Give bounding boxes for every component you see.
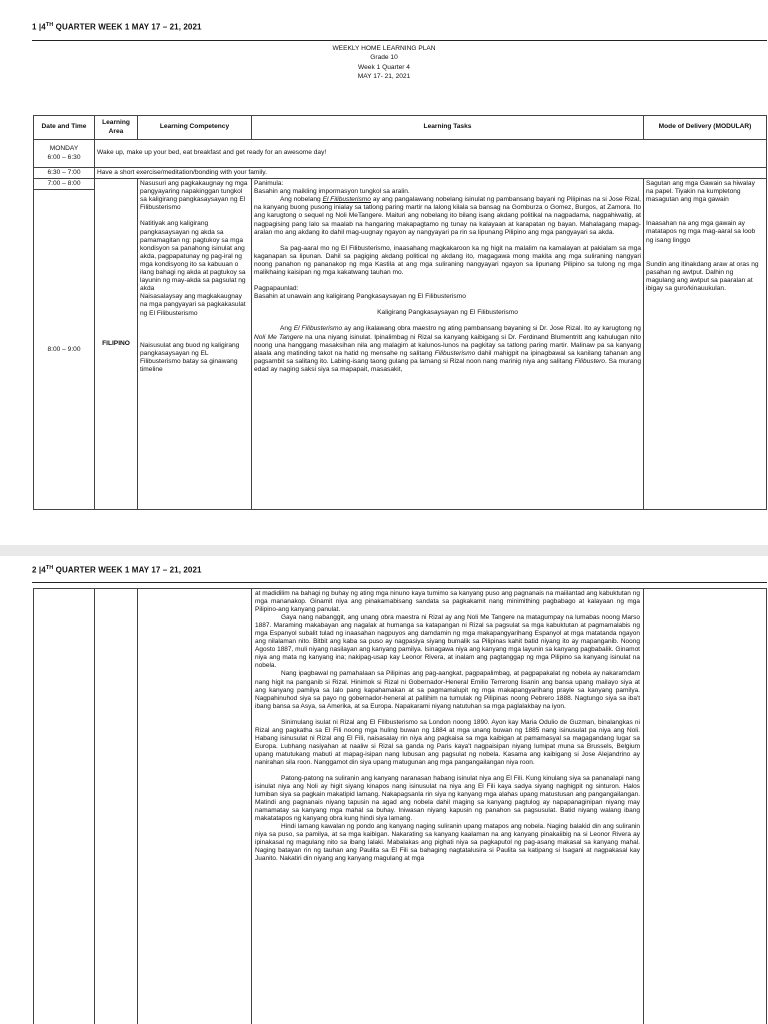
time-label: 6:00 – 6:30 <box>47 153 81 161</box>
paragraph: Gaya nang nabanggit, ang unang obra maestra ni Rizal ay ang Noli Me Tangere na matagumpay na lumabas noong Marso 1887. Maraming makabayan ang nagalak at humanga sa katapangan ni Rizal sa pagsulat sa mga kabuktutan at pagmamalabis ng mga Espanyol subalit tulad ng inaasahan nagpuyos ang damdamin ng mga makapangyarihang Espanyol at mga matatanda ngayon ang nilalaman nito. Bitbit ang kaba sa puso ay nagpasiya siyang bumalik sa Pilipinas kahit batid niyang ito ay mapanganib. Noong Agosto 1887, muli niyang nasilayan ang kanyang pamilya. Isinagawa niya ang kanyang mga layunin sa kanyang pagbabalik. Ginamot niya ang mata ng kanyang ina; nakipag-usap kay Leonor Rivera, at inalam ang pagtanggap ng mga Pilipino sa kanyang isinulat na nobela. <box>255 614 640 670</box>
plan-week: Week 1 Quarter 4 <box>358 63 410 71</box>
competency-cell <box>138 179 252 510</box>
col-header-area: Learning Area <box>95 116 138 140</box>
paragraph: at madidilim na bahagi ng buhay ng ating mga ninuno kaya tumimo sa kanyang puso ang pagnanais na maiilantad ang kabuktutan ng mga mananakop. Ginamit niya ang pinakamabisang sandata sa pagkakamit nang minimithing pagbabago at kalayaan ng mga Pilipino-ang kanyang panulat. <box>255 590 640 614</box>
pagpapaunlad-intro: Basahin at unawain ang kaligirang Pangkasaysayan ng El Filibusterismo <box>254 293 466 301</box>
time-cell: 6:30 – 7:00 <box>34 168 95 179</box>
time-cell: 7:00 – 8:00 <box>34 179 95 190</box>
paragraph: Patong-patong na suliranin ang kanyang naranasan habang isinulat niya ang El Fili. Kung kinulang siya sa pananalapi nang isinulat niya ang Noli ay higit siyang kinapos nang isinusulat na niya ang El Fili kaya sadya siyang naghigpit ng sinturon. Halos lumiban siya sa pagkain makatipid lamang. Nakapagsanla rin siya ng kanyang mga alahas upang matustusan ang pangangailangan. Matindi ang pagnanais niyang tapusin na agad ang nobela dahil maging sa kanyang pagtulog ay napapanaginipan niyang may namamatay sa kanyang mga mahal sa buhay. Iniwasan niyang kapusin ng panahon sa pagsusulat. Batid niyang walang ibang makatatapos ng kanyang obra kung hindi siya lamang. <box>255 774 640 823</box>
header-rule <box>32 40 767 41</box>
panimula-heading: Panimula: <box>254 180 284 188</box>
header-rule <box>32 582 767 583</box>
day-label: MONDAY <box>49 145 79 153</box>
competency-item: Nasusuri ang pagkakaugnay ng mga pangyayaring napakinggan tungkol sa kaligirang pangkasaysayan ng El Filibusterismo <box>140 180 248 212</box>
col-header-tasks: Learning Tasks <box>252 116 644 140</box>
competency-item: Naisusulat ang buod ng kaligirang pangkasaysayan ng EL Filibusterismo batay sa ginawang timeline <box>140 341 240 373</box>
competency-item: Naisasalaysay ang magkakaugnay na mga pangyayari sa pagkakasulat ng El Filibusterismo <box>140 293 246 317</box>
section-title: Kaligirang Pangkasaysayan ng El Filibusterismo <box>377 309 518 317</box>
time-cell: 8:00 – 9:00 <box>34 190 95 510</box>
pagpapaunlad-heading: Pagpapaunlad: <box>254 285 299 293</box>
paragraph: Ang El Filibusterismo ay ang ikalawang obra maestro ng ating pambansang bayaning si Dr. Jose Rizal. Ito ay karugtong ng Noli Me Tangere na una niyang isinulat. Ipinalimbag ni Rizal sa kanyang kaibigang si Dr. Ferdinand Blumentritt ang kahulugan nito noong una hanggang masaksihan nila ang malagim at kalunos-lunos na pagkitay sa tatlong paring martir. Malinaw pa sa kanyang alaala ang matinding takot na hatid ng mensahe ng salitang Filibusterismo dahil mahigpit na ipinagbawal sa kanilang tahanan ang pagsambit sa salitang ito. Labing-isang taong gulang pa lamang si Rizal noon nang marinig niya ang salitang Filibustero. Sa murang edad ay naging saksi siya sa mapapait, masasakit, <box>254 325 642 373</box>
table-row <box>34 140 767 168</box>
paragraph: Ang nobelang El Filibusterismo ay ang pangalawang nobelang isinulat ng pambansang bayani ng Pilipinas na si Jose Rizal, na kanyang buong pusong inialay sa tatlong paring martir na lalong kilala sa bansag na Gomburza o Gomez, Burgos, at Zamora. Ito ang karugtong o sequel ng Noli MeTangere. Maituri ang nobelang ito bilang isang akdang politikal na nagpadama, nagpahiwatig, at nagpagising pang lalo sa maalab na hangaring makapagtamo ng tunay na kalayaan at karapatan ng bayan. Mahalagang mapag-aralan mo ang akdang ito dahil mag-uugnay ngayon ay nangyayari pa rin sa lipunang Pilipino ang mga pangyayari sa akda. <box>254 196 642 236</box>
col-header-competency: Learning Competency <box>138 116 252 140</box>
task-cell: Wake up, make up your bed, eat breakfast and get ready for an awesome day! <box>95 140 767 168</box>
learning-area-cell: FILIPINO <box>95 179 138 510</box>
plan-title-block <box>0 44 768 82</box>
tasks-cell <box>252 589 644 1024</box>
competency-item: Natitiyak ang kaligirang pangkasaysayan ng akda sa pamamagitan ng: pagtukoy sa mga kondisyon sa panahong isinulat ang akda, pagpapatunay ng pag-iral ng mga kondisyong ito sa kabuuan o ilang bahagi ng akda at pagtukoy sa layunin ng may-akda sa pagsulat ng akda <box>140 220 246 293</box>
paragraph: Sinimulang isulat ni Rizal ang El Filibusterismo sa London noong 1890. Ayon kay Maria Odulio de Guzman, binalangkas ni Rizal ang pagkatha sa El Fili noong mga huling buwan ng 1884 at mga unang buwan ng 1885 nang isinusulat pa niya ang Noli. Habang isinusulat ni Rizal ang El Fili, naisasalay rin niya ang pagkaisa sa mga kaibigan at pamamasyal sa magagandang lugar sa Europa. Lubhang nasiyahan at naaliw si Rizal sa ganda ng Paris kaya't nagpaisipan niyang lumipat muna sa Brussels, Belgium upang matutukang mabuti at mapag-isipan nang lubusan ang pagsulat ng nobela. Kasama ang kaibigang si Jose Alejandrino ay nanirahan sila roon. Nanggamot din siya upang matugunan ang mga pangangailangan niya roon. <box>255 718 640 766</box>
plan-dates: MAY 17- 21, 2021 <box>357 73 411 81</box>
task-cell: Have a short exercise/meditation/bonding with your family. <box>95 168 767 179</box>
paragraph: Hindi lamang kawalan ng pondo ang kanyang naging suliranin upang matapos ang nobela. Naging balakid din ang suliranin niya sa puso, sa pamilya, at sa mga kaibigan. Nakarating sa kanyang kaalaman na ang kanyang pinakaiibig na si Leonor Rivera ay ipinakasal ng magulang nito sa ibang lalaki. Mabalakas ang pighati niya sa pagkaputol ng pag-asang makasal sa kanyang mahal. Naging batayan rin ng tauhan ang Paulita sa El Fili sa bahaging nagtatalusira si Paulita sa katipang si Isagani at nagpakasal kay Juanito. Nakatiri din niyang ang kanyang magulang at mga <box>255 823 640 863</box>
learning-plan-table <box>33 115 767 510</box>
page-2 <box>0 556 768 1024</box>
time-cell <box>34 140 95 168</box>
continuation-table <box>33 588 767 1024</box>
paragraph: Nang ipagbawal ng pamahalaan sa Pilipinas ang pag-aangkat, pagpapalimbag, at pagpapakalat ng nobela ay nakaramdam nang higit na panganib si Rizal. Hinimok si Rizal ni Gobernador-Heneral Emilio Terrerong lisanin ang bansa upang mailayo siya at ang kanyang pamilya sa lalo pang kapahamakan at sa pagmamalupit ng mga makapangyarihang prayle sa kanyang pamilya. Nagpahinuhod siya sa payo ng gobernador-heneral at pallihim na tumulak ng Pilipinas noong Pebrero 1888. Nagtungo siya sa iba't ibang bansa sa Asya, sa Amerika, at sa Europa. Napakarami niyang natutuhan sa mga paglalakbay na iyon. <box>255 670 640 710</box>
table-row <box>34 168 767 179</box>
table-header-row <box>34 116 767 140</box>
plan-title: WEEKLY HOME LEARNING PLAN <box>332 45 436 52</box>
page-header: 1 |4TH QUARTER WEEK 1 MAY 17 – 21, 2021 <box>32 22 202 32</box>
table-row <box>34 589 767 1024</box>
col-header-delivery: Mode of Delivery (MODULAR) <box>644 116 767 140</box>
delivery-cell <box>644 179 767 510</box>
delivery-item: Sundin ang itinakdang araw at oras ng pasahan ng awtput. Dalhin ng magulang ang awtput sa paaralan at ibigay sa guro/kinauukulan. <box>646 260 759 292</box>
delivery-item: Sagutan ang mga Gawain sa hiwalay na papel. Tiyakin na kumpletong masagutan ang mga gawain <box>646 180 755 204</box>
col-header-date: Date and Time <box>34 116 95 140</box>
delivery-item: Inaasahan na ang mga gawain ay matatapos ng mga mag-aaral sa loob ng isang linggo <box>646 220 756 244</box>
tasks-cell <box>252 179 644 510</box>
page-header: 2 |4TH QUARTER WEEK 1 MAY 17 – 21, 2021 <box>32 565 202 575</box>
paragraph: Sa pag-aaral mo ng El Filibusterismo, inaasahang magkakaroon ka ng higit na malalim na kamalayan at pakialam sa mga kaganapan sa lipunan. Dahil sa pagiging akdang political ng akdang ito, magagawa mong makita ang mga suliraning nangyari noong panahon ng pananakop ng mga Kastila at ang mga suliraning nangyayari ngayon sa lipunang Pilipino sa tulong ng mga malikhaing kaisipan ng mga kakatwang tauhan mo. <box>254 244 641 277</box>
plan-grade: Grade 10 <box>370 54 398 62</box>
panimula-intro: Basahin ang maikling impormasyon tungkol sa aralin. <box>254 188 410 196</box>
table-row <box>34 179 767 190</box>
